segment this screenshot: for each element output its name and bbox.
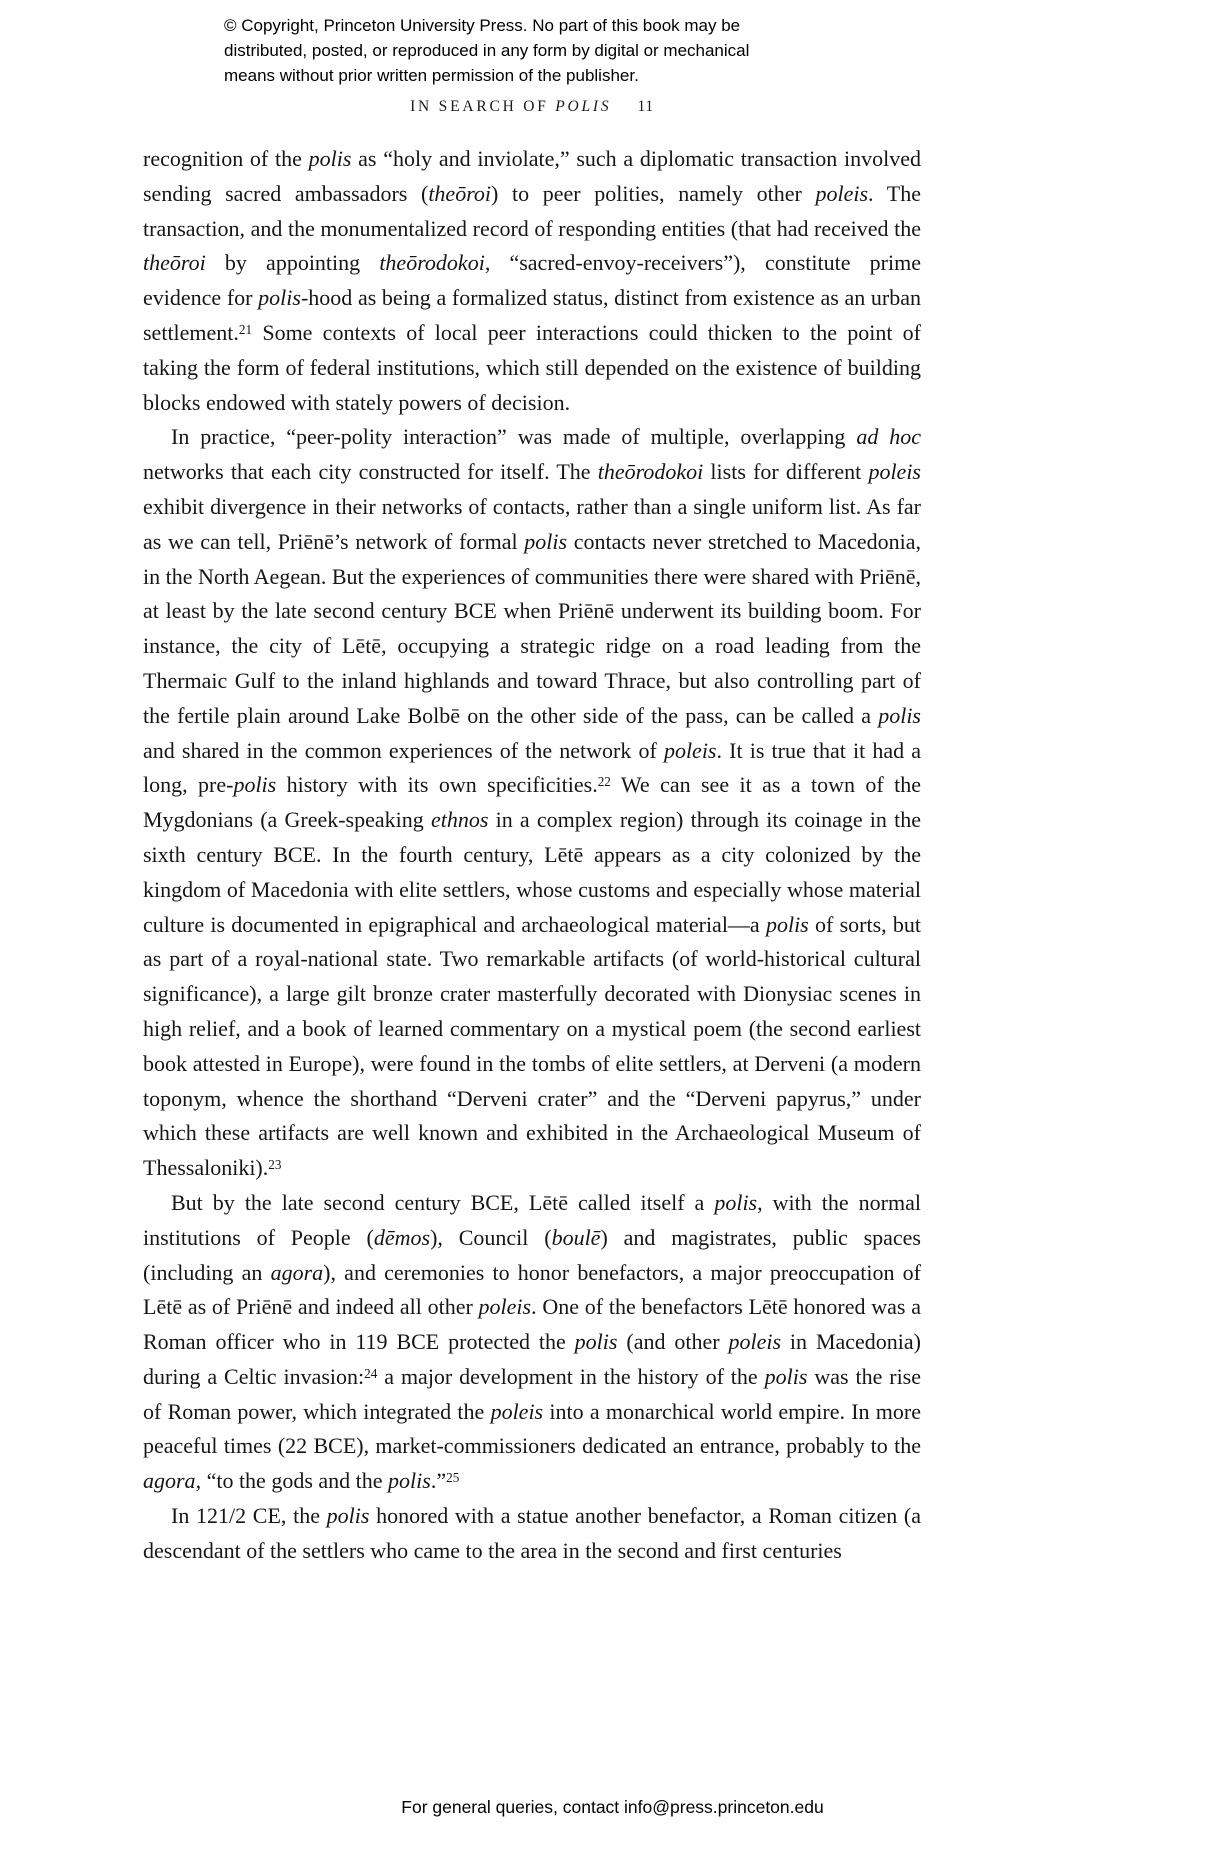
body-text [143,142,921,1569]
paragraph [143,1186,921,1499]
text-run: .” [430,1468,447,1494]
text-run: poleis [478,1294,532,1320]
copyright-line: means without prior written permission of the publisher. [224,66,639,85]
footnote-reference: 22 [597,774,611,790]
text-run: theōroi [143,250,206,276]
footnote-reference: 23 [268,1156,282,1172]
copyright-notice [224,13,864,88]
text-run: and shared in the common experiences of the network of [143,737,664,763]
text-run: -hood as being a formalized status, distinct from existence as an urban settlement. [143,285,921,345]
text-run: theōrodokoi [379,250,485,276]
text-run: . One of the benefactors Lētē honored was a Roman officer who in 119 BCE protected the [143,1294,921,1355]
paragraph [143,142,921,420]
text-run: poleis [663,737,717,763]
text-run: polis [326,1503,370,1529]
text-run: Some contexts of local peer interactions could thicken to the point of taking the form of federal institutions, which still depended on the existence of building blocks endowed with stately powers of decision. [143,319,921,415]
text-run: . The transaction, and the monumentalized record of responding entities (that had received the [143,180,921,241]
text-run: ) and magistrates, public spaces (including an [143,1224,921,1285]
text-run: poleis [815,180,869,206]
text-run: in a complex region) through its coinage in the sixth century BCE. In the fourth century, Lētē appears as a city colonized by the kingdom of Macedonia with elite settlers, whose customs and especially whose material culture is documented in epigraphical and archaeological material—a [143,807,921,937]
running-header [143,98,921,116]
text-run: dēmos [373,1224,431,1250]
text-run: into a monarchical world empire. In more peaceful times (22 BCE), market-commissioners dedicated an entrance, probably to the [143,1398,921,1459]
text-run: networks that each city constructed for itself. The [143,459,598,485]
text-run: honored with a statue another benefactor, a Roman citizen (a descendant of the settlers who came to the area in the second and first centuries [143,1503,921,1563]
paragraph [143,420,921,1186]
text-run: polis [878,702,921,728]
text-run: poleis [728,1329,782,1355]
text-run: theōrodokoi [597,459,704,485]
text-run: by appointing [205,250,380,276]
text-run: In 121/2 CE, the [171,1503,327,1529]
text-run: (and other [617,1329,729,1355]
text-run: contacts never stretched to Macedonia, in the North Aegean. But the experiences of communities there were shared with Priēnē, at least by the late second century BCE when Priēnē underwent its building boom. For instance, the city of Lētē, occupying a strategic ridge on a road leading from the Thermaic Gulf to the inland highlands and toward Thrace, but also controlling part of the fertile plain around Lake Bolbē on the other side of the pass, can be called a [143,528,922,728]
text-run: recognition of the [143,146,309,171]
text-run: exhibit divergence in their networks of contacts, rather than a single uniform list. As far as we can tell, Priēnē’s network of formal [143,493,921,554]
text-run: poleis [490,1398,544,1424]
text-run: boulē [551,1224,601,1250]
paragraph [143,1499,921,1569]
text-run: But by the late second century BCE, Lētē called itself a [171,1189,715,1215]
text-run: ), Council ( [430,1224,552,1250]
text-run: was the rise of Roman power, which integrated the [143,1363,922,1424]
text-run: polis [765,911,809,937]
text-run: polis [388,1468,431,1494]
footer-contact-text: For general queries, contact info@press.princeton.edu [401,1797,824,1817]
footnote-reference: 25 [446,1469,460,1485]
text-run: of sorts, but as part of a royal-national state. Two remarkable artifacts (of world-historical cultural significance), a large gilt bronze crater masterfully decorated with Dionysiac scenes in high relief, and a book of learned commentary on a mystical poem (the second earliest book attested in Europe), were found in the tombs of elite settlers, at Derveni (a modern toponym, whence the shorthand “Derveni crater” and the “Derveni papyrus,” under which these artifacts are well known and exhibited in the Archaeological Museum of Thessaloniki). [143,911,921,1181]
text-run: agora [143,1468,196,1494]
text-run: ethnos [430,807,489,833]
footnote-reference: 21 [238,321,253,337]
footer-contact [0,1797,1225,1818]
text-run: polis [714,1189,758,1215]
copyright-line: distributed, posted, or reproduced in any form by digital or mechanical [224,41,750,60]
running-header-title-italic: POLIS [555,98,612,115]
text-run: In practice, “peer-polity interaction” was made of multiple, overlapping [171,424,857,450]
text-run: polis [524,528,568,554]
text-run: , “to the gods and the [195,1468,389,1494]
text-run: theōroi [428,180,492,206]
text-run: , with the normal institutions of People ( [143,1189,921,1250]
text-run: We can see it as a town of the Mygdonians (a Greek-speaking [143,772,921,833]
text-run: ad hoc [856,424,922,450]
copyright-line: © Copyright, Princeton University Press. No part of this book may be [224,16,741,35]
text-run: polis [764,1363,808,1389]
text-run: polis [258,285,301,311]
text-run: history with its own specificities. [276,772,598,798]
text-run: , “sacred-envoy-receivers”), constitute prime evidence for [143,250,921,311]
text-run: a major development in the history of the [377,1363,765,1389]
text-run: lists for different [703,459,869,485]
text-run: polis [574,1329,618,1355]
page-number: 11 [637,98,654,115]
text-run: agora [270,1259,324,1285]
text-run: ) to peer polities, namely other [491,180,816,206]
running-header-title-text: IN SEARCH OF [410,98,556,115]
text-run: as “holy and inviolate,” such a diplomatic transaction involved sending sacred ambassadors ( [143,146,921,206]
text-run: polis [233,772,277,798]
text-run: poleis [868,459,921,485]
text-run: . It is true that it had a long, pre- [143,737,921,798]
footnote-reference: 24 [364,1365,378,1381]
text-run: polis [308,146,352,171]
text-run: in Macedonia) during a Celtic invasion: [143,1329,922,1389]
running-header-title [410,98,611,115]
text-run: ), and ceremonies to honor benefactors, a major preoccupation of Lētē as of Priēnē and indeed all other [143,1259,921,1320]
